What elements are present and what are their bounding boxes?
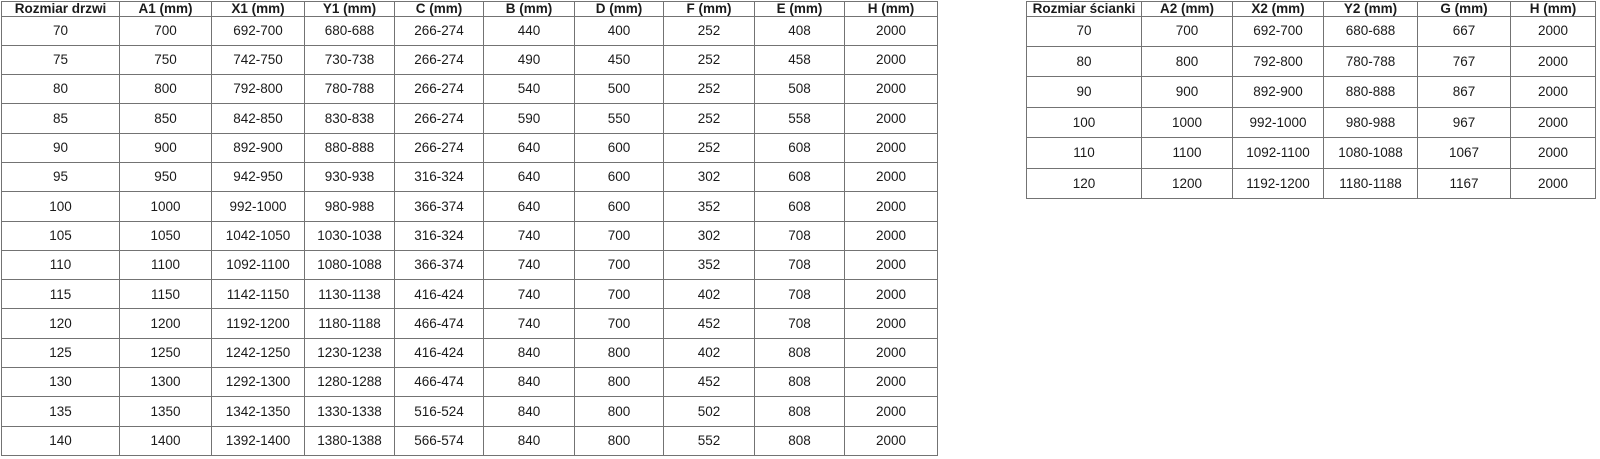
table-cell: 366-374 xyxy=(395,250,484,279)
table-cell: 680-688 xyxy=(1324,16,1418,46)
table-cell: 842-850 xyxy=(212,104,305,133)
table-cell: 808 xyxy=(755,368,845,397)
column-header: D (mm) xyxy=(575,2,664,17)
table-cell: 1192-1200 xyxy=(212,309,305,338)
table-cell: 120 xyxy=(2,309,120,338)
table-cell: 105 xyxy=(2,221,120,250)
column-header: C (mm) xyxy=(395,2,484,17)
table-row xyxy=(1027,138,1596,168)
table-cell: 1167 xyxy=(1418,168,1511,198)
table-row xyxy=(2,368,938,397)
table-cell: 458 xyxy=(755,45,845,74)
table-cell: 880-888 xyxy=(1324,77,1418,107)
table-cell: 2000 xyxy=(845,338,938,367)
table-cell: 130 xyxy=(2,368,120,397)
table-cell: 792-800 xyxy=(212,75,305,104)
table-cell: 452 xyxy=(664,368,755,397)
table-cell: 516-524 xyxy=(395,397,484,426)
column-header: X1 (mm) xyxy=(212,2,305,17)
table-cell: 1380-1388 xyxy=(305,426,395,455)
table-cell: 1142-1150 xyxy=(212,280,305,309)
table-cell: 252 xyxy=(664,16,755,45)
table-cell: 502 xyxy=(664,397,755,426)
table-row xyxy=(1027,46,1596,76)
table-cell: 400 xyxy=(575,16,664,45)
table-cell: 692-700 xyxy=(212,16,305,45)
table-cell: 750 xyxy=(120,45,212,74)
table-cell: 90 xyxy=(2,133,120,162)
table-cell: 316-324 xyxy=(395,162,484,191)
table-cell: 800 xyxy=(575,426,664,455)
table-cell: 608 xyxy=(755,162,845,191)
table-cell: 840 xyxy=(484,397,575,426)
table-cell: 266-274 xyxy=(395,133,484,162)
table-cell: 840 xyxy=(484,426,575,455)
table-cell: 700 xyxy=(575,309,664,338)
table-cell: 140 xyxy=(2,426,120,455)
table-cell: 2000 xyxy=(1511,77,1596,107)
table-cell: 1192-1200 xyxy=(1233,168,1324,198)
table-row xyxy=(2,397,938,426)
table-cell: 740 xyxy=(484,309,575,338)
table-cell: 2000 xyxy=(845,75,938,104)
table-cell: 90 xyxy=(1027,77,1142,107)
table-cell: 840 xyxy=(484,338,575,367)
table-cell: 2000 xyxy=(845,104,938,133)
table-cell: 1092-1100 xyxy=(1233,138,1324,168)
table-cell: 640 xyxy=(484,192,575,221)
table-cell: 640 xyxy=(484,162,575,191)
header-row xyxy=(1027,2,1596,17)
table-row xyxy=(2,133,938,162)
table-cell: 2000 xyxy=(845,250,938,279)
table-row xyxy=(2,104,938,133)
table-cell: 600 xyxy=(575,192,664,221)
table-cell: 700 xyxy=(575,250,664,279)
table-cell: 452 xyxy=(664,309,755,338)
table-row xyxy=(2,309,938,338)
table-cell: 266-274 xyxy=(395,45,484,74)
table-cell: 70 xyxy=(2,16,120,45)
table-row xyxy=(2,45,938,74)
table-cell: 1130-1138 xyxy=(305,280,395,309)
table-cell: 1100 xyxy=(1142,138,1233,168)
table-cell: 440 xyxy=(484,16,575,45)
table-row xyxy=(1027,107,1596,137)
column-header: G (mm) xyxy=(1418,2,1511,17)
table-cell: 95 xyxy=(2,162,120,191)
table-cell: 1392-1400 xyxy=(212,426,305,455)
table-cell: 1000 xyxy=(120,192,212,221)
table-cell: 1280-1288 xyxy=(305,368,395,397)
table-cell: 1400 xyxy=(120,426,212,455)
column-header: H (mm) xyxy=(1511,2,1596,17)
table-cell: 125 xyxy=(2,338,120,367)
table-row xyxy=(2,338,938,367)
table-cell: 490 xyxy=(484,45,575,74)
table-cell: 80 xyxy=(2,75,120,104)
table-cell: 700 xyxy=(1142,16,1233,46)
table-cell: 1342-1350 xyxy=(212,397,305,426)
table-row xyxy=(1027,168,1596,198)
table-cell: 1080-1088 xyxy=(1324,138,1418,168)
table-cell: 2000 xyxy=(845,221,938,250)
table-cell: 416-424 xyxy=(395,280,484,309)
table-cell: 252 xyxy=(664,45,755,74)
table-cell: 730-738 xyxy=(305,45,395,74)
table-cell: 266-274 xyxy=(395,104,484,133)
table-cell: 692-700 xyxy=(1233,16,1324,46)
table-cell: 740 xyxy=(484,250,575,279)
table-cell: 110 xyxy=(2,250,120,279)
table-cell: 550 xyxy=(575,104,664,133)
table-cell: 402 xyxy=(664,338,755,367)
table-cell: 967 xyxy=(1418,107,1511,137)
table-cell: 100 xyxy=(2,192,120,221)
table-cell: 708 xyxy=(755,250,845,279)
table-cell: 2000 xyxy=(1511,168,1596,198)
table-cell: 740 xyxy=(484,221,575,250)
table-cell: 2000 xyxy=(845,192,938,221)
table-cell: 408 xyxy=(755,16,845,45)
table-row xyxy=(2,75,938,104)
table-cell: 1300 xyxy=(120,368,212,397)
table-cell: 808 xyxy=(755,426,845,455)
table-cell: 100 xyxy=(1027,107,1142,137)
table-cell: 708 xyxy=(755,309,845,338)
table-cell: 992-1000 xyxy=(1233,107,1324,137)
table-cell: 508 xyxy=(755,75,845,104)
table-cell: 892-900 xyxy=(212,133,305,162)
column-header: X2 (mm) xyxy=(1233,2,1324,17)
table-cell: 2000 xyxy=(845,280,938,309)
table-cell: 767 xyxy=(1418,46,1511,76)
column-header: Rozmiar drzwi xyxy=(2,2,120,17)
table-row xyxy=(2,426,938,455)
table-cell: 980-988 xyxy=(1324,107,1418,137)
table-cell: 1292-1300 xyxy=(212,368,305,397)
table-cell: 402 xyxy=(664,280,755,309)
table-cell: 2000 xyxy=(845,45,938,74)
table-cell: 1080-1088 xyxy=(305,250,395,279)
table-cell: 1000 xyxy=(1142,107,1233,137)
table-cell: 316-324 xyxy=(395,221,484,250)
table-cell: 2000 xyxy=(1511,16,1596,46)
table-cell: 1330-1338 xyxy=(305,397,395,426)
table-cell: 867 xyxy=(1418,77,1511,107)
column-header: A1 (mm) xyxy=(120,2,212,17)
table-cell: 1030-1038 xyxy=(305,221,395,250)
table-cell: 992-1000 xyxy=(212,192,305,221)
table-row xyxy=(2,221,938,250)
table-cell: 110 xyxy=(1027,138,1142,168)
table-cell: 740 xyxy=(484,280,575,309)
table-cell: 450 xyxy=(575,45,664,74)
table-cell: 2000 xyxy=(1511,107,1596,137)
table-cell: 942-950 xyxy=(212,162,305,191)
table-cell: 80 xyxy=(1027,46,1142,76)
table-cell: 2000 xyxy=(845,426,938,455)
table-cell: 2000 xyxy=(845,16,938,45)
table-cell: 2000 xyxy=(845,309,938,338)
table-cell: 808 xyxy=(755,397,845,426)
table-row xyxy=(2,16,938,45)
table-cell: 800 xyxy=(120,75,212,104)
table-cell: 600 xyxy=(575,133,664,162)
table-cell: 780-788 xyxy=(305,75,395,104)
table-cell: 1242-1250 xyxy=(212,338,305,367)
table-cell: 1230-1238 xyxy=(305,338,395,367)
table-cell: 1180-1188 xyxy=(305,309,395,338)
table-cell: 1350 xyxy=(120,397,212,426)
table-cell: 2000 xyxy=(845,133,938,162)
table-row xyxy=(2,192,938,221)
table-cell: 608 xyxy=(755,192,845,221)
table-cell: 2000 xyxy=(1511,46,1596,76)
table-cell: 792-800 xyxy=(1233,46,1324,76)
table-cell: 135 xyxy=(2,397,120,426)
table-cell: 302 xyxy=(664,221,755,250)
table-cell: 980-988 xyxy=(305,192,395,221)
table-cell: 708 xyxy=(755,221,845,250)
table-cell: 892-900 xyxy=(1233,77,1324,107)
table-cell: 780-788 xyxy=(1324,46,1418,76)
table-cell: 1067 xyxy=(1418,138,1511,168)
table-cell: 600 xyxy=(575,162,664,191)
table-cell: 800 xyxy=(1142,46,1233,76)
table-cell: 930-938 xyxy=(305,162,395,191)
table-cell: 1100 xyxy=(120,250,212,279)
table-cell: 830-838 xyxy=(305,104,395,133)
table-cell: 466-474 xyxy=(395,309,484,338)
table-cell: 680-688 xyxy=(305,16,395,45)
table-cell: 2000 xyxy=(845,162,938,191)
table-cell: 540 xyxy=(484,75,575,104)
table-row xyxy=(2,280,938,309)
column-header: B (mm) xyxy=(484,2,575,17)
table-cell: 2000 xyxy=(845,368,938,397)
table-cell: 700 xyxy=(575,221,664,250)
table-cell: 742-750 xyxy=(212,45,305,74)
table-cell: 1200 xyxy=(120,309,212,338)
table-cell: 1150 xyxy=(120,280,212,309)
table-cell: 85 xyxy=(2,104,120,133)
table-cell: 1200 xyxy=(1142,168,1233,198)
table-cell: 800 xyxy=(575,368,664,397)
column-header: Y2 (mm) xyxy=(1324,2,1418,17)
table-cell: 800 xyxy=(575,397,664,426)
table-cell: 700 xyxy=(120,16,212,45)
table-cell: 1250 xyxy=(120,338,212,367)
table-row xyxy=(1027,77,1596,107)
column-header: H (mm) xyxy=(845,2,938,17)
table-cell: 1092-1100 xyxy=(212,250,305,279)
table-cell: 840 xyxy=(484,368,575,397)
table-cell: 252 xyxy=(664,133,755,162)
table-cell: 950 xyxy=(120,162,212,191)
table-cell: 1042-1050 xyxy=(212,221,305,250)
table-row xyxy=(1027,16,1596,46)
table-cell: 302 xyxy=(664,162,755,191)
table-cell: 70 xyxy=(1027,16,1142,46)
table-cell: 640 xyxy=(484,133,575,162)
table-cell: 366-374 xyxy=(395,192,484,221)
table-cell: 1180-1188 xyxy=(1324,168,1418,198)
table-cell: 500 xyxy=(575,75,664,104)
column-header: Rozmiar ścianki xyxy=(1027,2,1142,17)
table-cell: 252 xyxy=(664,75,755,104)
header-row xyxy=(2,2,938,17)
table-cell: 266-274 xyxy=(395,75,484,104)
table-cell: 850 xyxy=(120,104,212,133)
table-cell: 808 xyxy=(755,338,845,367)
column-header: F (mm) xyxy=(664,2,755,17)
table-cell: 352 xyxy=(664,192,755,221)
table-cell: 1050 xyxy=(120,221,212,250)
table-cell: 552 xyxy=(664,426,755,455)
table-cell: 667 xyxy=(1418,16,1511,46)
door-sizes-table xyxy=(1,1,938,456)
table-cell: 558 xyxy=(755,104,845,133)
column-header: E (mm) xyxy=(755,2,845,17)
table-cell: 266-274 xyxy=(395,16,484,45)
table-cell: 252 xyxy=(664,104,755,133)
table-cell: 608 xyxy=(755,133,845,162)
wall-panel-sizes-table xyxy=(1026,1,1596,199)
table-cell: 700 xyxy=(575,280,664,309)
table-cell: 2000 xyxy=(845,397,938,426)
table-cell: 900 xyxy=(1142,77,1233,107)
table-row xyxy=(2,162,938,191)
table-cell: 708 xyxy=(755,280,845,309)
table-cell: 566-574 xyxy=(395,426,484,455)
column-header: Y1 (mm) xyxy=(305,2,395,17)
table-cell: 900 xyxy=(120,133,212,162)
table-cell: 120 xyxy=(1027,168,1142,198)
table-cell: 352 xyxy=(664,250,755,279)
column-header: A2 (mm) xyxy=(1142,2,1233,17)
table-cell: 2000 xyxy=(1511,138,1596,168)
table-cell: 115 xyxy=(2,280,120,309)
table-cell: 416-424 xyxy=(395,338,484,367)
table-cell: 466-474 xyxy=(395,368,484,397)
table-cell: 590 xyxy=(484,104,575,133)
table-row xyxy=(2,250,938,279)
table-cell: 75 xyxy=(2,45,120,74)
table-cell: 800 xyxy=(575,338,664,367)
table-cell: 880-888 xyxy=(305,133,395,162)
